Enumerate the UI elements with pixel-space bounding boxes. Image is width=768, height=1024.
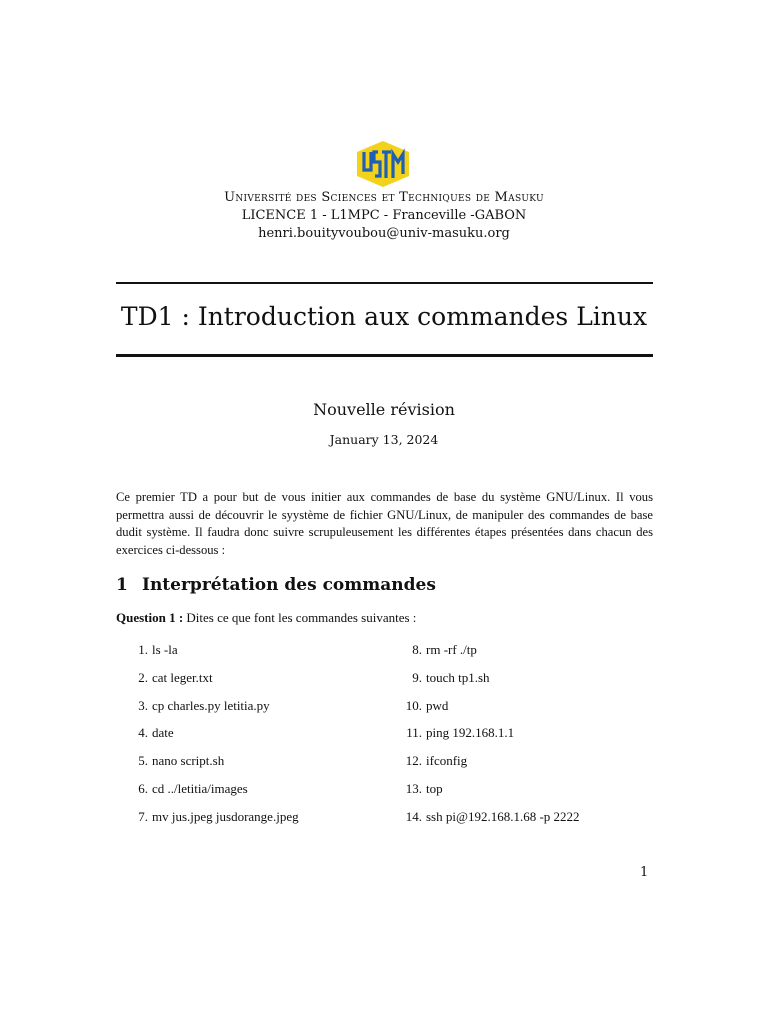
list-item bbox=[390, 780, 580, 808]
command-text: ping 192.168.1.1 bbox=[426, 725, 515, 741]
list-item bbox=[116, 641, 299, 669]
command-text: ls -la bbox=[152, 642, 178, 657]
item-number: 13. bbox=[405, 780, 422, 796]
university-text: Université des Sciences et Techniques de Masuku bbox=[224, 190, 544, 205]
question-label: Question 1 : bbox=[116, 610, 184, 625]
item-number: 3. bbox=[138, 697, 148, 713]
list-item bbox=[116, 752, 299, 780]
command-list-left bbox=[116, 641, 299, 836]
list-item bbox=[390, 752, 580, 780]
title-top-rule bbox=[116, 282, 653, 284]
item-number: 10. bbox=[405, 697, 422, 713]
list-item bbox=[390, 641, 580, 669]
section-title: Interprétation des commandes bbox=[142, 575, 436, 595]
program-text: LICENCE 1 - L1MPC - Franceville -GABON bbox=[241, 208, 527, 223]
command-list-right bbox=[390, 641, 580, 836]
question-line bbox=[116, 610, 416, 626]
list-item bbox=[116, 780, 299, 808]
list-item bbox=[390, 724, 580, 752]
list-item bbox=[390, 697, 580, 725]
document-title: TD1 : Introduction aux commandes Linux bbox=[120, 302, 648, 331]
item-number: 4. bbox=[138, 725, 148, 741]
item-number: 7. bbox=[138, 808, 148, 824]
section-number: 1 bbox=[116, 575, 128, 595]
command-text: mv jus.jpeg jusdorange.jpeg bbox=[152, 808, 299, 824]
item-number: 12. bbox=[405, 753, 422, 769]
item-number: 5. bbox=[138, 753, 148, 769]
email-text: henri.bouityvoubou@univ-masuku.org bbox=[258, 226, 510, 241]
command-text: top bbox=[426, 780, 443, 796]
author-email bbox=[0, 224, 768, 243]
list-item bbox=[116, 669, 299, 697]
list-item bbox=[116, 697, 299, 725]
item-number: 2. bbox=[138, 669, 148, 685]
page-number: 1 bbox=[640, 865, 649, 880]
command-text: cd ../letitia/images bbox=[152, 780, 248, 796]
university-name bbox=[0, 188, 768, 207]
command-text: pwd bbox=[426, 697, 449, 713]
section-heading bbox=[116, 575, 436, 595]
document-date: January 13, 2024 bbox=[329, 432, 439, 447]
list-item bbox=[116, 724, 299, 752]
item-number: 9. bbox=[412, 669, 422, 685]
item-number: 11. bbox=[406, 725, 422, 741]
command-text: date bbox=[152, 725, 174, 741]
question-text: Dites ce que font les commandes suivantes : bbox=[186, 610, 417, 625]
item-number: 8. bbox=[412, 642, 422, 657]
list-item bbox=[390, 808, 580, 836]
list-item bbox=[116, 808, 299, 836]
item-number: 6. bbox=[138, 780, 148, 796]
command-text: ifconfig bbox=[426, 753, 468, 769]
list-item bbox=[390, 669, 580, 697]
program-line bbox=[0, 206, 768, 225]
command-text: touch tp1.sh bbox=[426, 669, 490, 685]
document-subtitle: Nouvelle révision bbox=[313, 400, 455, 419]
command-text: ssh pi@192.168.1.68 -p 2222 bbox=[426, 808, 580, 824]
command-text: cat leger.txt bbox=[152, 669, 213, 685]
command-text: rm -rf ./tp bbox=[426, 642, 477, 657]
item-number: 14. bbox=[405, 808, 422, 824]
command-text: nano script.sh bbox=[152, 753, 225, 769]
intro-paragraph: Ce premier TD a pour but de vous initier aux commandes de base du système GNU/Linux. Il vous permettra aussi de découvrir le syystème de fichier GNU/Linux, de manipuler des commandes de base dudit système. Il faudra donc suivre scrupuleusement les différentes étapes présentées dans chacun des exercices ci-dessous : bbox=[116, 490, 653, 557]
university-logo bbox=[355, 140, 411, 188]
command-text: cp charles.py letitia.py bbox=[152, 697, 270, 713]
title-bottom-rule bbox=[116, 354, 653, 357]
item-number: 1. bbox=[138, 642, 148, 657]
